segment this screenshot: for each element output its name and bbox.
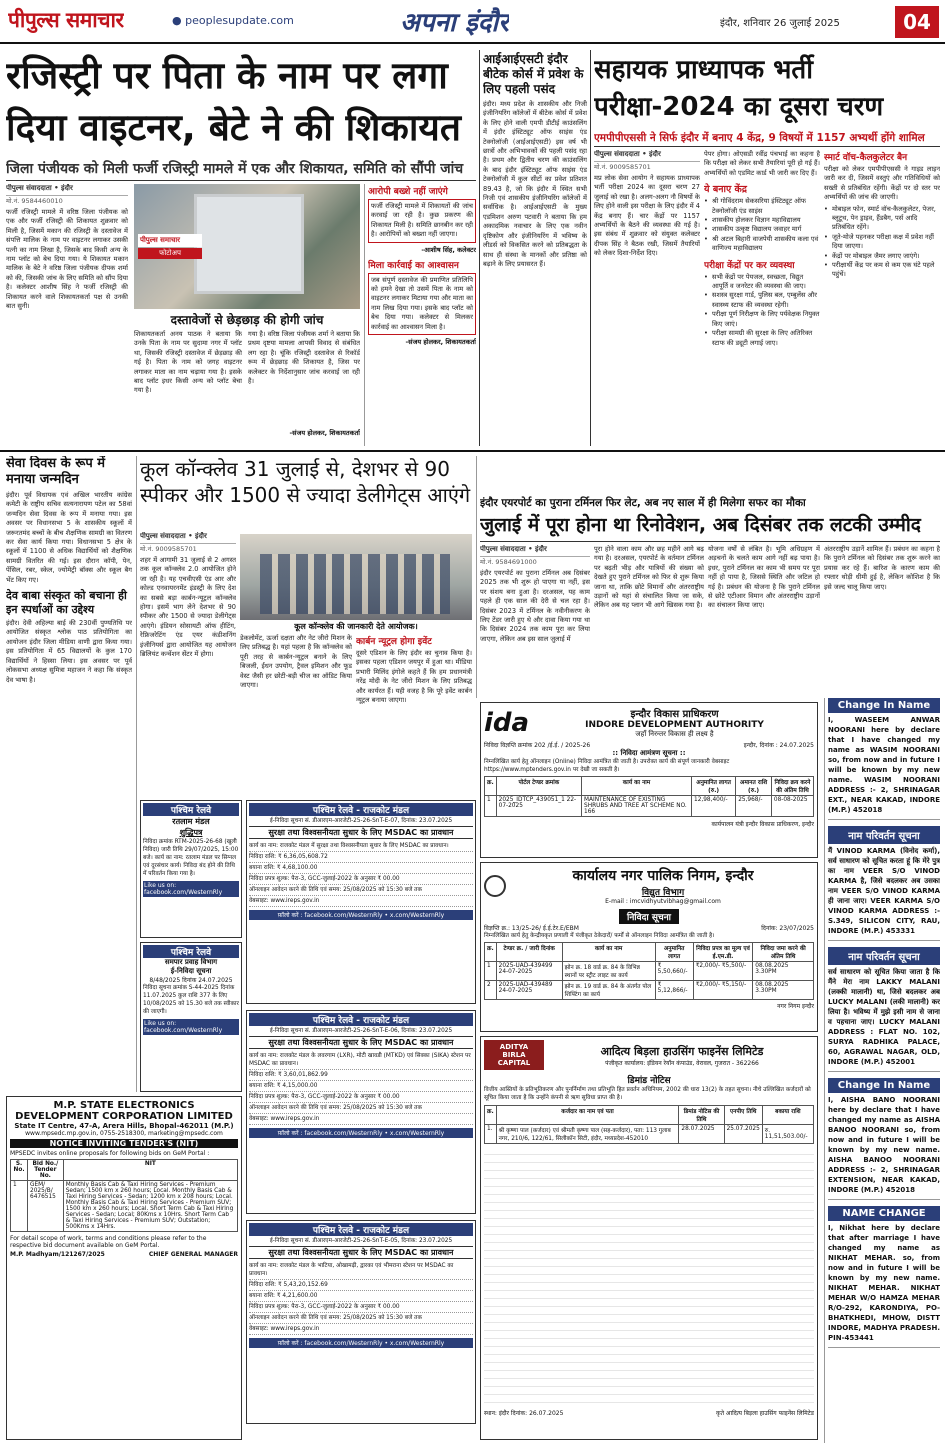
prof-deck: एमपीपीएससी ने सिर्फ इंदौर में बनाए 4 केंद्र, 9 विषयों में 1157 अभ्यर्थी होंगे शामिल	[594, 132, 925, 144]
mpsedc-intro: MPSEDC invites online proposals for following bids on GeM Portal :	[10, 1150, 210, 1157]
table-row	[485, 1125, 814, 1144]
name-change-notice	[828, 1078, 940, 1200]
brand-logo: पीपुल्स समाचार	[8, 8, 124, 32]
airport-kicker: इंदौर एयरपोर्ट का पुराना टर्मिनल फिर लेट, अब नए साल में ही मिलेगा सफर का मौका	[480, 497, 806, 509]
smartwatch-ban-head: स्मार्ट वॉच-कैलकुलेटर बैन	[824, 153, 908, 163]
aditya-cell: श्री कृष्णा पाल (कर्जदार) एवं श्रीमती कृष्णा पाल (सह-कर्जदार), पता: 113 गुलाब नगर, 210/6, 122/61, सिलीकॉन सिटी, इंदौर, मध्यप्रदेश-452010	[496, 1125, 679, 1144]
imc-tender-ad	[480, 862, 818, 1032]
carbon-neutral-head: कार्बन न्यूट्रल होगा इवेंट	[356, 637, 432, 647]
mpsedc-header: S. No.	[11, 1160, 28, 1181]
railway-ad-social-link[interactable]: फ़ॉलो करें : facebook.com/WesternRly • x.com/WesternRly	[249, 1338, 473, 1348]
lead-signoff: -संजय होलकर, शिकायतकर्ता	[289, 429, 360, 437]
center-item: • शासकीय उत्कृष्ट विद्यालय जवाहर मार्ग	[704, 225, 820, 234]
imc-intro: निम्नलिखित कार्य हेतु केन्द्रीयकृत प्रणाली में पंजीकृत ठेकेदारों/ फर्मों से ऑनलाइन निविदा आमंत्रित की जाती है।	[484, 933, 715, 939]
imc-cell: झोन क्र. 18 वार्ड क्र. 84 के विभिन्न स्थानों पर स्ट्रीट लाइट का कार्य	[562, 962, 655, 981]
name-change-notice	[828, 698, 940, 820]
name-change-title: नाम परिवर्तन सूचना	[828, 826, 940, 844]
conclave-column-1	[140, 532, 236, 792]
name-change-notice	[828, 1206, 940, 1348]
sidebar-text-2: जब संपूर्ण दस्तावेज की प्रमाणित प्रतिलिपि को हमने देखा तो उसमें पिता के नाम को वाइटनर लगाकर मिटाया गया और माता का नाम लिख दिया गया। इसके बाद प्लॉट को बेच दिया गया। कलेक्टर से मिलकर कार्रवाई का आश्वासन मिला है।	[368, 273, 476, 335]
ida-cell: 08-08-2025	[771, 796, 813, 817]
mpsedc-header: NIT	[63, 1160, 237, 1181]
table-row	[485, 981, 814, 1000]
railway-tender-ad	[246, 800, 476, 1004]
imc-header: टेण्डर क्र. / जारी दिनांक	[496, 943, 562, 962]
ida-title-en: INDORE DEVELOPMENT AUTHORITY	[585, 720, 764, 730]
seva-headline: सेवा दिवस के रूप में मनाया जन्मदिन	[6, 456, 106, 487]
mpsedc-sign: M.P. Madhyam/121267/2025	[10, 1251, 105, 1258]
imc-title: कार्यालय नगर पालिक निगम, इन्दौर	[572, 868, 754, 884]
iist-text: इंदौर। मध्य प्रदेश के शासकीय और निजी इंजीनियरिंग कॉलेजों में बीटेक कोर्स में प्रवेश के लिए होने वाली एमपी डीटीई काउंसलिंग में इंदौर इंस्टिट्यूट ऑफ साइंस एंड टेक्नोलॉजी (आईआईएसटी) इस वर्ष भी छात्रों और अभिभावकों की पहली पसंद रहा है। प्रथम और द्वितीय चरण की काउंसलिंग के बाद इंदौर इंस्टिट्यूट ऑफ साइंस एंड टेक्नोलॉजी में कुल सीटों का प्रवेश प्रतिशत 89.43 है, जो कि इंदौर में स्थित सभी निजी एवं शासकीय इंजीनियरिंग कॉलेजों में सर्वाधिक है। आईआईएसटी के मुख्य एडमिशन अरुण पटवारी ने बताया कि हम अकादमिक नवाचार के लिए एक नवीन दृष्टिकोण और इंजीनियरिंग में भविष्य के लीडर्स को विकसित करने को प्रतिबद्धता के साथ ही संस्था के मानकों और प्रतिष्ठा को बढ़ाने के लिए प्रयासरत हैं।	[483, 100, 587, 268]
railway-ad-row: निविदा प्रपत्र शुल्क: पैरा-3, GCC-जुलाई-2022 के अनुसार ₹ 00.00	[249, 1092, 473, 1103]
airport-byline: पीपुल्स संवाददाता • इंदौर	[480, 545, 590, 557]
sidebar-head-1: आरोपी बख्शे नहीं जाएंगे	[368, 187, 448, 197]
airport-col3-text: योजना वर्षों से लंबित है। भूमि अधिग्रहण में अड़चनों के चलते काम आगे नहीं बढ़ पाया है। इधर, पुराने टर्मिनल का काम भी समय पर पूरा नहीं हो पाया है, जिससे स्थिति और जटिल हो गई है। प्रबंधन की योजना है कि पुराने टर्मिनल से छोटे एटीआर विमान और अंतरराष्ट्रीय उड़ानों का संचालन किया जाए।	[708, 545, 820, 610]
ratlam-sub: रतलाम मंडल	[172, 817, 210, 826]
mpsedc-cell: GEM/ 2025/B/ 6476515	[28, 1181, 64, 1232]
aditya-fine-print	[484, 1147, 814, 1407]
aditya-cell: 1.	[485, 1125, 497, 1144]
ida-header: अनुमानित लागत (रु.)	[692, 777, 736, 796]
conclave-col1-text: शहर में आगामी 31 जुलाई से 2 अगस्त तक कूल कॉन्क्लेव 2.0 आयोजित होने जा रही है। यह एचवीएसी एंड आर और कोल्ड एनवायरनमेंट इंडस्ट्री के लिए देश का सबसे बड़ा कार्बन-न्यूट्रल कॉन्क्लेव होगा। इसमें भाग लेने देशभर से 90 स्पीकर और 1500 से ज्यादा डेलीगेट्स आएंगे। इंडियन सोसायटी ऑफ हीटिंग, रेफ्रिजरेटिंग एंड एयर कंडीशनिंग इंजीनियर्स द्वारा आयोजित यह आयोजन ब्रिलियंट कन्वेंशन सेंटर में होगा।	[140, 556, 236, 659]
name-change-title: नाम परिवर्तन सूचना	[828, 947, 940, 965]
arrangements-head: परीक्षा केंद्रों पर कर व्यवस्था	[704, 260, 795, 271]
railway-ad-ref: ई-निविदा सूचना सं. डीआरएम-आरजेटी-25-26-SnT-E-06, दिनांक: 23.07.2025	[269, 1028, 453, 1034]
imc-cell: झोन क्र. 19 वार्ड क्र. 84 के अंतर्गत पोल शिफ्टिंग का कार्य	[562, 981, 655, 1000]
imc-cell: ₹2,000/- ₹5,150/-	[693, 981, 753, 1000]
ban-item: • जूते-मोजे पहनकर परीक्षा कक्ष में प्रवेश नहीं दिया जाएगा।	[824, 233, 940, 252]
ratlam-social-link[interactable]	[143, 881, 239, 897]
mpsedc-label: NOTICE INVITING TENDER'S (NIT)	[10, 1139, 238, 1148]
mpsedc-title: M.P. STATE ELECTRONICS DEVELOPMENT CORPORATION LIMITED	[15, 1100, 233, 1122]
lead-col1-text: फर्जी रजिस्ट्री मामले में वरिष्ठ जिला पंजीयक को एक और फर्जी रजिस्ट्री की शिकायत शुक्रवार को मिली है, जिसमें मकान की रजिस्ट्री के दस्तावेज में संपत्ति मालिक के नाम पर वाइटनर लगाकर उसकी पत्नी का नाम लिखा है, जिसके बाद किसी अन्य के नाम प्लॉट को बेच दिया गया। ये शिकायत मकान मालिक के बेटे ने वरिष्ठ जिला पंजीयक दीपक शर्मा को की, जिसकी जांच के लिए समिति को सौंप दिया है। कलेक्टर आशीष सिंह ने फर्जी रजिस्ट्री की शिकायत करने वाले शिकायतकर्ता पक्ष से उनकी बात सुनी।	[6, 208, 128, 311]
conclave-phone: मो.नं. 9009585701	[140, 545, 197, 553]
seva-story	[6, 456, 132, 846]
aditya-logo: ADITYA BIRLA CAPITAL	[484, 1040, 544, 1070]
imc-cell: 2025-UAD-439489 24-07-2025	[496, 981, 562, 1000]
imc-dept: विद्युत विभाग	[641, 888, 685, 898]
ratlam-head: पश्चिम रेलवे	[143, 803, 239, 816]
railway-ad-row: निविदा राशि: ₹ 5,43,20,152.69	[249, 1280, 473, 1291]
ratlam2-head: पश्चिम रेलवे	[143, 945, 239, 958]
ban-item: • केंद्रों पर मोबाइल जैमर लगाए जाएंगे।	[824, 252, 940, 261]
lead-photo	[134, 184, 360, 309]
railway-ad-row: वेबसाइट: www.ireps.gov.in	[249, 896, 473, 907]
aditya-header: डिमांड नोटिस की तिथि	[679, 1106, 724, 1125]
ida-notice-head: :: निविदा आमंत्रण सूचना ::	[612, 749, 686, 757]
aditya-foot: कृते आदित्य बिड़ला हाउसिंग फाइनेंस लिमिटेड	[716, 1410, 814, 1417]
ida-date: इन्दौर, दिनांक : 24.07.2025	[743, 742, 814, 749]
imc-cell: 2	[485, 981, 497, 1000]
section-title: अपना इंदौर	[400, 8, 509, 38]
name-change-text: I, WASEEM ANWAR NOORANI here by declare that I have changed my name as WASIM NOORANI so, from now and in future I will be known by my new name. WASIM NOORANI ADDRESS :- 2, SHRINAGAR EXT., NEAR KAKAD, INDORE (M.P.) 452018	[828, 716, 940, 814]
conclave-photo-caption: कूल कॉन्क्लेव की जानकारी देते आयोजक।	[294, 622, 418, 631]
ratlam2-social-link[interactable]	[143, 1019, 239, 1035]
aditya-intro: वित्तीय आस्तियों के प्रतिभूतिकरण और पुनर्निर्माण तथा प्रतिभूति हित प्रवर्तन अधिनियम, 2002 की धारा 13(2) के तहत सूचना। नीचे उल्लिखित कर्जदारों को सूचित किया जाता है कि उन्होंने कंपनी से ऋण सुविधा प्राप्त की है।	[484, 1087, 811, 1101]
lead-deck: जिला पंजीयक को मिली फर्जी रजिस्ट्री मामले में एक और शिकायत, समिति को सौंपी जांच	[6, 161, 464, 177]
railway-ad-subject: सुरक्षा तथा विश्वसनीयता सुधार के लिए MSDAC का प्रावधान	[249, 1246, 473, 1259]
centers-list	[704, 197, 820, 253]
airport-col1-text: इंदौर एयरपोर्ट का पुराना टर्मिनल अब दिसंबर 2025 तक भी शुरू हो पाएगा या नहीं, इस पर संशय बना हुआ है। दरअसल, यह काम पहले ही एक साल की देरी से चल रहा है। दिसंबर 2023 में टर्मिनल के नवीनीकरण के लिए टेंडर जारी हुए थे और दावा किया गया था कि दिसंबर 2024 तक काम पूरा कर लिया जाएगा, लेकिन अब इस साल जुलाई में	[480, 569, 590, 643]
railway-ad-row: कार्य का नाम: राजकोट मंडल के लवरगाम (LXR), मोटी खावडी (MTKD) एवं सिक्का (SIKA) स्टेशन पर MSDAC का प्रावधान।	[249, 1051, 473, 1070]
railway-ad-row: बयाना राशि: ₹ 4,15,000.00	[249, 1081, 473, 1092]
ban-item: • मोबाइल फोन, स्मार्ट वॉच-कैलकुलेटर, पेजर, ब्लूटूथ, पेन ड्राइव, हैंडबैग, पर्स आदि प्रतिबंधित रहेंगे।	[824, 205, 940, 233]
aditya-addr: पंजीकृत कार्यालय: इंडियन रेयॉन कंपाउंड, वेरावल, गुजरात - 362266	[605, 1059, 759, 1067]
ida-tender-table	[484, 776, 814, 817]
imc-ref: विज्ञप्ति क्र.: 13/25-26/ ई.ई.टेर.E/EBM	[484, 925, 579, 932]
name-change-text: मैं VINOD KARMA (विनोद कर्मा), सर्व साधारण को सूचित करता हूं कि मेरे पुत्र का नाम VEER S/O VINOD KARMA है, जिसे बदलकर अब उसका नाम VEER S/O VINOD KARMA ही जाना जाए। VEER KARMA S/O VINOD KARMA ADDRESS :- S.349, SILICON CITY, RAU, INDORE (M.P.) 453331	[828, 847, 940, 935]
railway-ad-row: बयाना राशि: ₹ 4,21,600.00	[249, 1291, 473, 1302]
airport-col2-text: पूरा होने वाला काम और छह महीने आगे बढ़ गया है। दरअसल, एयरपोर्ट के वर्तमान टर्मिनल पर बढ़ती भीड़ और यात्रियों की संख्या को देखते हुए पुराने टर्मिनल को फिर से शुरू किया जाना था, ताकि छोटे विमानों और अंतरराष्ट्रीय उड़ानों को यहां से संचालित किया जा सके, लेकिन अब यह प्लान भी आगे खिसक गया है।	[594, 545, 704, 610]
sanskrit-headline: देव बाबा संस्कृत को बचाना ही इन स्पर्धाओं का उद्देश्य	[6, 589, 127, 617]
sidebar-head-2: मिला कार्रवाई का आश्वासन	[368, 260, 459, 271]
imc-cell: 08.08.2025 3.30PM	[753, 962, 814, 981]
ratlam-social-text: Like us on: facebook.com/WesternRly	[144, 882, 223, 896]
ida-header: क्र.	[485, 777, 497, 796]
railway-ad-row: निविदा प्रपत्र शुल्क: पैरा-3, GCC-जुलाई-2022 के अनुसार ₹ 00.00	[249, 1302, 473, 1313]
conclave-column-3	[356, 634, 472, 794]
name-change-text: सर्व साधारण को सूचित किया जाता है कि मैंने मेरा नाम LAKKY MALANI (लक्की मालानी) था, जिसे बदलकर अब LUCKY MALANI (लकी मालानी) कर लिया है। भविष्य में मुझे इसी नाम से जाना व पहचाना जाए। LUCKY MALANI ADDRESS : FLAT NO. 102, SURYA RADHIKA PALACE, 60, AGRAWAL NAGAR, OLD, INDORE (M.P.) 452001	[828, 968, 940, 1066]
mpsedc-addr: State IT Centre, 47-A, Arera Hills, Bhopal-462011 (M.P.)	[14, 1122, 234, 1130]
lead-phone: मो.नं. 9584460010	[6, 197, 63, 205]
mpsedc-foot: For detail scope of work, terms and conditions please refer to the respective bid document available on GeM Portal.	[10, 1235, 207, 1249]
prof-headline: सहायक प्राध्यापक भर्ती परीक्षा-2024 का दूसरा चरण	[594, 55, 884, 122]
ratlam2-ref: 8/48/2025 दिनांक 24.07.2025	[149, 977, 233, 984]
arrangement-item: • परीक्षा पूर्ण निरीक्षण के लिए पर्यवेक्षक नियुक्त किए जाएं।	[704, 310, 820, 329]
imc-cell: 08.08.2025 3.30PM	[753, 981, 814, 1000]
ban-item: • परीक्षार्थी केंद्र पर कम से कम एक घंटे पहले पहुंचें।	[824, 261, 940, 280]
railway-ad-row: वेबसाइट: www.ireps.gov.in	[249, 1114, 473, 1125]
aditya-cell: 25.07.2025	[724, 1125, 762, 1144]
ida-cell: 2025_IDTCP_439051_1 22-07-2025	[496, 796, 581, 817]
name-change-title: NAME CHANGE	[828, 1206, 940, 1221]
imc-tender-table	[484, 942, 814, 1000]
aditya-sign: स्थान: इंदौर दिनांक: 26.07.2025	[484, 1410, 564, 1417]
group-photo-people	[260, 554, 450, 614]
photo-stamp: फोटोअप	[138, 248, 202, 259]
ida-ref: निविदा विज्ञप्ति क्रमांक 202 /ई.ई. / 2025-26	[484, 742, 591, 749]
name-change-text: I, AISHA BANO NOORANI here by declare that I have changed my name as AISHA BANOO NOORANI so, from now and in future I will be known by my new name. AISHA BANOO NOORANI ADDRESS :- 2, SHRINAGAR EXTENSION, NEAR KAKAD, INDORE (M.P.) 452018	[828, 1096, 940, 1194]
ida-tender-ad	[480, 702, 818, 858]
lead-column-1	[6, 184, 128, 444]
railway-ad-social-link[interactable]: फ़ॉलो करें : facebook.com/WesternRly • x.com/WesternRly	[249, 910, 473, 920]
lead-headline: रजिस्ट्री पर पिता के नाम पर लगा दिया वाइटनर, बेटे ने की शिकायत	[6, 54, 461, 149]
name-change-notice	[828, 826, 940, 941]
prof-col2-text: पेपर होगा। ओएसडी रवींद्र पंचभाई का कहना है कि परीक्षा को लेकर सभी तैयारियां पूरी हो गई हैं। अभ्यर्थियों को एडमिट कार्ड भी जारी कर दिए हैं।	[704, 150, 820, 177]
name-change-title: Change In Name	[828, 698, 940, 713]
imc-cell: 1	[485, 962, 497, 981]
railway-ad-head: पश्चिम रेलवे - राजकोट मंडल	[249, 803, 473, 816]
imc-header: निविदा जमा करने की अंतिम तिथि	[753, 943, 814, 962]
aditya-birla-ad	[480, 1036, 818, 1440]
name-change-notice	[828, 947, 940, 1072]
railway-ad-head: पश्चिम रेलवे - राजकोट मंडल	[249, 1013, 473, 1026]
arrangements-list	[704, 273, 820, 348]
airport-column-1	[480, 545, 590, 695]
railway-ad-ref: ई-निविदा सूचना सं. डीआरएम-आरजेटी-25-26-SnT-E-07, दिनांक: 23.07.2025	[269, 818, 453, 824]
table-row	[11, 1181, 238, 1232]
lead-photo-caption: दस्तावेजों से छेड़छाड़ की होगी जांच	[170, 313, 324, 327]
railway-ad-row: कार्य का नाम: राजकोट मंडल के भाटिया, ओखामढ़ी, द्वारका एवं भीमराना स्टेशन पर MSDAC का प्रावधान।	[249, 1261, 473, 1280]
imc-cell: ₹ 5,12,866/-	[655, 981, 693, 1000]
railway-ad-subject: सुरक्षा तथा विश्वसनीयता सुधार के लिए MSDAC का प्रावधान	[249, 1036, 473, 1049]
conclave-col2-text: डेकलोमेंट, ऊर्जा दक्षता और नेट जीरो मिशन के लिए प्रतिबद्ध है। यहां पहला है कि कॉन्क्लेव को पूरी तरह से कार्बन-न्यूट्रल बनाने के लिए बिजली, ईंधन उपयोग, ट्रैवल इमिशन और फूड वेस्ट जैसी हर छोटी-बड़ी चीज का ऑडिट किया जाएगा।	[240, 634, 352, 690]
name-change-title: Change In Name	[828, 1078, 940, 1093]
center-item: • श्री गोविंदराम सेकसरिया इंस्टिट्यूट ऑफ टेक्नोलॉजी एंड साइंस	[704, 197, 820, 216]
ban-list	[824, 205, 940, 280]
aditya-cell: 28.07.2025	[679, 1125, 724, 1144]
mpsedc-nit-ad	[6, 1096, 242, 1440]
centers-head: ये बनाए केंद्र	[704, 184, 747, 196]
ratlam2-label: ई-निविदा सूचना	[170, 967, 212, 975]
sidebar-sign-1: -आशीष सिंह, कलेक्टर	[421, 245, 476, 254]
aditya-header: कर्जदार का नाम एवं पता	[496, 1106, 679, 1125]
ida-header: कार्य का नाम	[582, 777, 692, 796]
aditya-label: डिमांड नोटिस	[627, 1076, 671, 1086]
lead-col2-text: शिकायतकर्ता अनय पाठक ने बताया कि उनके पिता के नाम पर सुदामा नगर में प्लॉट था, जिसकी रजिस्ट्री दस्तावेज में छेड़छाड़ की गई है। पिता के नाम को जगह वाइटनर लगाकर माता का नाम चढ़ाया गया है। इसके बाद प्लॉट इधर किसी अन्य को प्लॉट बेचा गया है।	[134, 330, 242, 395]
mpsedc-officer: CHIEF GENERAL MANAGER	[148, 1251, 238, 1258]
prof-column-2	[704, 150, 820, 446]
conclave-photo	[240, 534, 472, 620]
lead-byline: पीपुल्स संवाददाता • इंदौर	[6, 184, 128, 196]
conclave-byline: पीपुल्स संवाददाता • इंदौर	[140, 532, 236, 544]
railway-ad-row: निविदा राशि: ₹ 6,36,05,608.72	[249, 852, 473, 863]
conclave-col3-text: दूसरे एडिशन के लिए इंदौर का चुनाव किया है। इसका पहला एडिशन जयपुर में हुआ था। मीडिया प्रभारी मिलिंद इंगोले कहते हैं कि हम प्रधानमंत्री नरेंद्र मोदी के नेट जीरो मिशन के लिए प्रतिबद्ध और कार्यरत हैं। यही वजह है कि पूरे इवेंट कार्बन न्यूट्रल बनाया जाएगा।	[356, 649, 472, 705]
imc-header: क्र.	[485, 943, 497, 962]
aditya-header: एनपीए तिथि	[724, 1106, 762, 1125]
ida-cell: MAINTENANCE OF EXISTING SHRUBS AND TREE AT SCHEME NO. 166	[582, 796, 692, 817]
railway-ads-column	[246, 800, 476, 1440]
prof-column-3	[824, 150, 940, 446]
table-row	[485, 796, 814, 817]
ida-cell: 1	[485, 796, 497, 817]
airport-headline: जुलाई में पूरा होना था रिनोवेशन, अब दिसंबर तक लटकी उम्मीद	[480, 514, 921, 536]
aditya-title: आदित्य बिड़ला हाउसिंग फाइनेंस लिमिटेड	[600, 1044, 764, 1058]
railway-ad-row: ऑनलाइन आवेदन करने की तिथि एवं समय: 25/08/2025 को 15:30 बजे तक	[249, 1103, 473, 1114]
ida-cell: 12,98,400/-	[692, 796, 736, 817]
imc-footer: नगर निगम इन्दौर	[777, 1003, 814, 1010]
prof-phone: मो.नं. 9009585701	[594, 163, 651, 171]
railway-ad-head: पश्चिम रेलवे - राजकोट मंडल	[249, 1223, 473, 1236]
center-item: • श्री अटल बिहारी वाजपेयी शासकीय कला एवं वाणिज्य महाविद्यालय	[704, 235, 820, 254]
railway-ad-row: ऑनलाइन आवेदन करने की तिथि एवं समय: 25/08/2025 को 15:30 बजे तक	[249, 1313, 473, 1324]
railway-ad-row: निविदा राशि: ₹ 3,60,01,862.99	[249, 1070, 473, 1081]
ida-header: अमानत राशि (रु.)	[736, 777, 772, 796]
ida-cell: 25,968/-	[736, 796, 772, 817]
photo-watermark: पीपुल्स समाचार	[138, 234, 202, 247]
sanskrit-text: इंदौर। देवी अहिल्या बाई की 230वीं पुण्यतिथि पर आयोजित संस्कृत श्लोक पाठ प्रतियोगिता का आयोजन इंदौर जिला मीडिया वाणी द्वारा किया गया। इस प्रतियोगिता में 65 विद्यालयों के कुल 170 विद्यार्थियों ने हिस्सा लिया। इस अवसर पर पूर्व लोकसभा अध्यक्ष सुमित्रा महाजन ने कहा कि संस्कृत देव भाषा है।	[6, 619, 132, 684]
railway-ad-row: बयाना राशि: ₹ 4,68,100.00	[249, 863, 473, 874]
imc-date: दिनांक: 23/07/2025	[761, 925, 814, 932]
arrangement-item: • सशस्त्र सुरक्षा गार्ड, पुलिस बल, एम्बुलेंस और स्वास्थ्य स्टाफ की व्यवस्था रहेगी।	[704, 291, 820, 310]
railway-ad-ref: ई-निविदा सूचना सं. डीआरएम-आरजेटी-25-26-SnT-E-05, दिनांक: 23.07.2025	[269, 1238, 453, 1244]
center-item: • शासकीय होलकर विज्ञान महाविद्यालय	[704, 216, 820, 225]
imc-header: अनुमानित लागत	[655, 943, 693, 962]
airport-phone: मो.नं. 9584691000	[480, 558, 537, 566]
document-building-image	[194, 194, 304, 294]
aditya-notice-table	[484, 1105, 814, 1144]
airport-col4-text: अंतरराष्ट्रीय उड़ानें शामिल हैं। प्रबंधन का कहना है कि पुराने टर्मिनल को दिसंबर तक शुरू करने का प्रयास कर रहे हैं। बारिश के कारण काम की रफ्तार थोड़ी धीमी हुई है, लेकिन कोशिश है कि इसे जल्द चालू किया जाए।	[824, 545, 940, 591]
ratlam2-text: निविदा सूचना क्रमांक S-44-2025 दिनांक 11.07.2025 कुल राशि 377 के लिए 10/08/2025 को 15.30 बजे तक स्वीकार की जाएगी।	[143, 985, 239, 1015]
website-link[interactable]: ● peoplesupdate.com	[172, 14, 294, 27]
iist-headline: आईआईएसटी इंदौर बीटेक कोर्स में प्रवेश के लिए पहली पसंद	[483, 52, 584, 96]
aditya-header: बकाया राशि	[762, 1106, 813, 1125]
lead-sidebar	[368, 184, 476, 446]
mpsedc-header: Bid No./ Tender No.	[28, 1160, 64, 1181]
railway-ad-social-link[interactable]: फ़ॉलो करें : facebook.com/WesternRly • x.com/WesternRly	[249, 1128, 473, 1138]
seva-text: इंदौर। पूर्व विधायक एवं अखिल भारतीय कांग्रेस कमेटी के राष्ट्रीय सचिव सत्यनारायण पटेल का 58वां जन्मदिन सेवा दिवस के रूप में मनाया गया। इस अवसर पर विधानसभा 5 के शासकीय स्कूलों में जरूरतमंद बच्चों के बीच शैक्षणिक सामग्री का वितरण कर सेवा कार्य किया गया। विधानसभा 5 क्षेत्र के स्कूलों में 1100 से अधिक विद्यार्थियों को शैक्षणिक सामग्री वितरित की गई। इस दौरान कॉपी, पेन, पेंसिल, रबर, स्केल, ज्योमेट्री बॉक्स और स्कूल बैग भेंट किए गए।	[6, 491, 132, 584]
change-of-name-column	[824, 698, 940, 1443]
website-text: peoplesupdate.com	[185, 14, 294, 27]
arrangement-item: • सभी केंद्रों पर पेयजल, स्वच्छता, विद्युत आपूर्ति व जनरेटर की व्यवस्था की जाए।	[704, 273, 820, 292]
ida-notice-text: निम्नलिखित कार्य हेतु ऑनलाइन (Online) निविदा आमंत्रित की जाती है। उपरोक्त कार्य की संपूर्ण जानकारी वेबसाइट https://www.mptenders.gov.in पर देखी जा सकती है।	[484, 759, 730, 773]
ida-header: निविदा क्रय करने की अंतिम तिथि	[771, 777, 813, 796]
mpsedc-web: www.mpsedc.mp.gov.in, 0755-2518300, marketing@mpsedc.com	[25, 1130, 223, 1137]
lead-col3-text: गया है। वरिष्ठ जिला पंजीयक शर्मा ने बताया कि प्रथम दृष्टया मामला आपसी विवाद से संबंधित लग रहा है। चूंकि रजिस्ट्री दस्तावेज से रिकॉर्ड रूम में छेड़छाड़ की शिकायत है, जिस पर कलेक्टर के निर्देशानुसार जांच करवाई जा रही है।	[248, 330, 360, 386]
railway-ad-row: निविदा प्रपत्र शुल्क: पैरा-3, GCC-जुलाई-2022 के अनुसार ₹ 00.00	[249, 874, 473, 885]
prof-col1-text: मप्र लोक सेवा आयोग ने सहायक प्राध्यापक भर्ती परीक्षा 2024 का दूसरा चरण 27 जुलाई को रखा है। अलग-अलग नौ विषयों के लिए होने वाली इस परीक्षा के लिए इंदौर में 4 केंद्र बनाए हैं। चार केंद्रों पर 1157 अभ्यर्थियों के बैठने की व्यवस्था की गई है। इस संबंध में शुक्रवार को संयुक्त कलेक्टर दीपक सिंह ने बैठक रखी, जिसमें तैयारियों को लेकर दिशा-निर्देश दिए।	[594, 174, 700, 258]
mpsedc-cell: 1	[11, 1181, 28, 1232]
ratlam-text: निविदा क्रमांक RTM-2025-26-68 (खुली निविदा) जारी तिथि 29/07/2025, 15:00 बजे। कार्य का नाम: रतलाम मंडल पर सिग्नल एवं दूरसंचार कार्य। निविदा बंद होने की तिथि में परिवर्तन किया गया है।	[143, 839, 239, 877]
aditya-header: क्र.	[485, 1106, 497, 1125]
ida-footer: कार्यपालन यंत्री इन्दौर विकास प्राधिकरण, इन्दौर	[711, 821, 814, 828]
imc-cell: ₹ 5,50,660/-	[655, 962, 693, 981]
ratlam2-social-text: Like us on: facebook.com/WesternRly	[144, 1020, 223, 1034]
aditya-cell: रु. 11,51,503.00/-	[762, 1125, 813, 1144]
imc-email: E-mail : imcvidhyutvibhag@gmail.com	[605, 898, 721, 905]
railway-ad-row: ऑनलाइन आवेदन करने की तिथि एवं समय: 25/08/2025 को 15:30 बजे तक	[249, 885, 473, 896]
ida-title-hi: इन्दौर विकास प्राधिकरण	[630, 709, 719, 720]
arrangement-item: • परीक्षा सामग्री की सुरक्षा के लिए अतिरिक्त स्टाफ की ड्यूटी लगाई जाए।	[704, 329, 820, 348]
railway-tender-ad	[246, 1010, 476, 1214]
table-row	[485, 962, 814, 981]
prof-column-1	[594, 150, 700, 446]
ratlam-corrigendum-ad	[140, 800, 242, 938]
imc-cell: ₹2,000/- ₹5,500/-	[693, 962, 753, 981]
sidebar-text-1: फर्जी रजिस्ट्री मामले में शिकायतों की जांच करवाई जा रही है। कुछ प्रकरण की शिकायत मिली है। समिति छानबीन कर रही है। आरोपियों को बख्शा नहीं जाएगा।	[368, 199, 476, 243]
page-number: 04	[895, 6, 939, 38]
railway-ad-row: वेबसाइट: www.ireps.gov.in	[249, 1324, 473, 1335]
smartwatch-ban-text: परीक्षा को लेकर एमपीपीएससी ने गाइड लाइन जारी कर दी, जिसमें वस्तुएं और गतिविधियों को सख्ती से प्रतिबंधित रहेंगी। केंद्रों पर दो स्तर पर अभ्यर्थियों की जांच की जाएगी।	[824, 165, 940, 202]
imc-emblem-icon	[484, 875, 506, 897]
dateline: इंदौर, शनिवार 26 जुलाई 2025	[720, 18, 840, 29]
ratlam-label: शुद्धिपत्र	[179, 828, 203, 837]
imc-label: निविदा सूचना	[619, 909, 679, 924]
imc-cell: 2025-UAD-439499 24-07-2025	[496, 962, 562, 981]
iist-story	[483, 52, 587, 446]
imc-header: कार्य का नाम	[562, 943, 655, 962]
ratlam2-sub: समपार प्रवाह विभाग	[164, 958, 218, 966]
imc-header: निविदा प्रपत्र का मूल्य एवं ई.एम.डी.	[693, 943, 753, 962]
sidebar-sign-2: -संजय होलकर, शिकायतकर्ता	[405, 338, 476, 347]
ida-tagline: जहाँ निरन्तर विकास ही लक्ष्य है	[635, 730, 714, 738]
ida-header: पोर्टल टेण्डर क्रमांक	[496, 777, 581, 796]
ida-logo: ida	[484, 707, 530, 738]
masthead	[0, 0, 945, 44]
railway-tender-ad	[246, 1220, 476, 1424]
ratlam-eauction-ad	[140, 942, 242, 1092]
name-change-text: I, Nikhat here by declare that after marriage I have changed my name as NIKHAT MEHAR. so, from now and in future I will be known by my new name. NIKHAT MEHAR. NIKHAT MEHAR W/O HAMZA MEHAR R/O-292, KARONDIYA, PO-BHATKHEDI, MHOW, DISTT INDORE, MADHYA PRADESH. PIN-453441	[828, 1224, 940, 1342]
prof-byline: पीपुल्स संवाददाता • इंदौर	[594, 150, 700, 162]
railway-ad-row: कार्य का नाम: राजकोट मंडल में सुरक्षा तथा विश्वसनीयता सुधार के लिए MSDAC का प्रावधान।	[249, 841, 473, 852]
mpsedc-cell: Monthly Basis Cab & Taxi Hiring Services - Premium Sedan; 1500 km x 260 hours; Local. Monthly Basis Cab & Taxi Hiring Services - Sedan; 1200 km x 208 hours; Local. Monthly Basis Cab & Taxi Hiring Services - Premium SUV; 1500 km x 260 hours; Local. Short Term Cab & Taxi Hiring Services - Sedan; Local; 80Kms x 10Hrs. Short Term Cab & Taxi Hiring Services - Premium SUV; Outstation; 500Kms x 14Hrs.	[63, 1181, 237, 1232]
conclave-headline: कूल कॉन्क्लेव 31 जुलाई से, देशभर से 90 स्पीकर और 1500 से ज्यादा डेलीगेट्स आएंगे	[140, 457, 471, 507]
mpsedc-bid-table	[10, 1159, 238, 1232]
railway-ad-subject: सुरक्षा तथा विश्वसनीयता सुधार के लिए MSDAC का प्रावधान	[249, 826, 473, 839]
